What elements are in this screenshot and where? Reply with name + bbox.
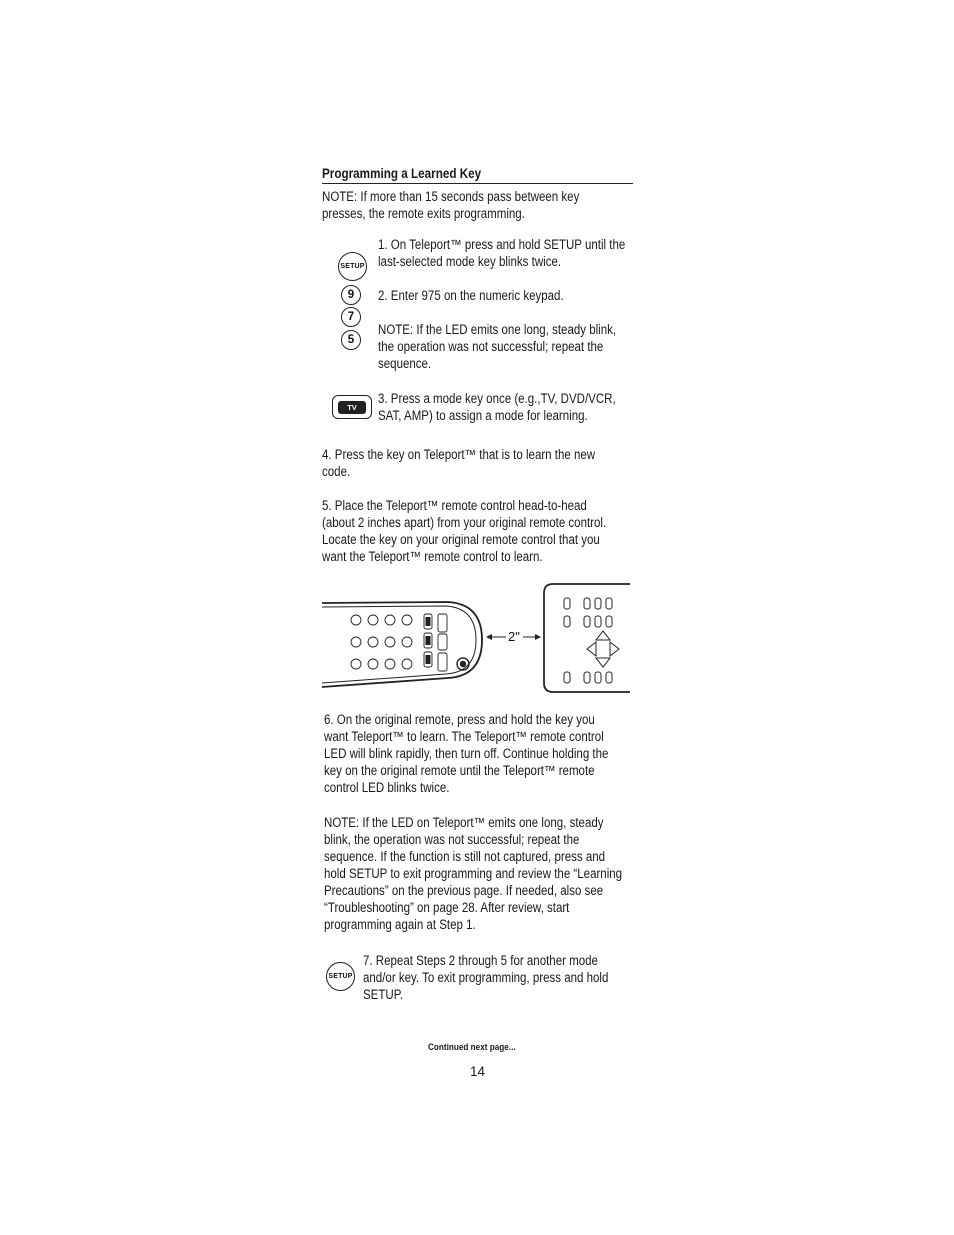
step-5-text: 5. Place the Teleport™ remote control head-to-head (about 2 inches apart) from your original remote control. Locate the key on your original remote control that you want the Teleport™ remote control to learn. — [322, 498, 607, 564]
setup-key-label-step7: SETUP — [328, 973, 353, 980]
failure-note: NOTE: If the LED on Teleport™ emits one long, steady blink, the operation was not successful; repeat the sequence. If the function is still not captured, press and hold SETUP to exit programming and review the “Learning Precautions” on the previous page. If needed, also see “Troubleshooting” on page 28. After review, start programming again at Step 1. — [324, 815, 623, 932]
original-remote-icon — [544, 584, 630, 692]
continued-notice: Continued next page... — [428, 1042, 516, 1053]
setup-key-icon-step7 — [326, 962, 355, 991]
digit-9-key-icon — [341, 285, 361, 305]
step-2-text: 2. Enter 975 on the numeric keypad. — [378, 288, 564, 303]
distance-label: 2" — [508, 629, 520, 644]
section-title: Programming a Learned Key — [322, 166, 482, 181]
step-3-text: 3. Press a mode key once (e.g.,TV, DVD/VCR, SAT, AMP) to assign a mode for learning. — [378, 391, 616, 423]
intro-note: NOTE: If more than 15 seconds pass between key presses, the remote exits programming. — [322, 189, 580, 221]
page-number: 14 — [470, 1064, 486, 1079]
head-to-head-remotes-illustration — [320, 580, 632, 696]
step-6-text: 6. On the original remote, press and hold the key you want Teleport™ to learn. The Teleport™ remote control LED will blink rapidly, then turn off. Continue holding the key on the original remote until the Teleport™ remote control LED blinks twice. — [324, 712, 609, 795]
tv-mode-key-icon — [332, 395, 372, 419]
led-note: NOTE: If the LED emits one long, steady blink, the operation was not successful; repeat the sequence. — [378, 322, 617, 371]
teleport-remote-icon — [322, 602, 482, 687]
digit-9-label: 9 — [347, 289, 355, 301]
digit-7-label: 7 — [347, 311, 355, 323]
digit-5-key-icon — [341, 330, 361, 350]
setup-key-label: SETUP — [340, 263, 365, 270]
dpad-arrows-icon — [587, 631, 619, 667]
step-1-text: 1. On Teleport™ press and hold SETUP until the last-selected mode key blinks twice. — [378, 237, 626, 269]
setup-key-icon — [338, 252, 367, 281]
digit-5-label: 5 — [347, 334, 355, 346]
step-7-text: 7. Repeat Steps 2 through 5 for another mode and/or key. To exit programming, press and hold SETUP. — [363, 953, 609, 1002]
title-underline — [322, 183, 633, 184]
digit-7-key-icon — [341, 307, 361, 327]
tv-key-label: TV — [347, 403, 357, 412]
step-4-text: 4. Press the key on Teleport™ that is to learn the new code. — [322, 447, 596, 479]
